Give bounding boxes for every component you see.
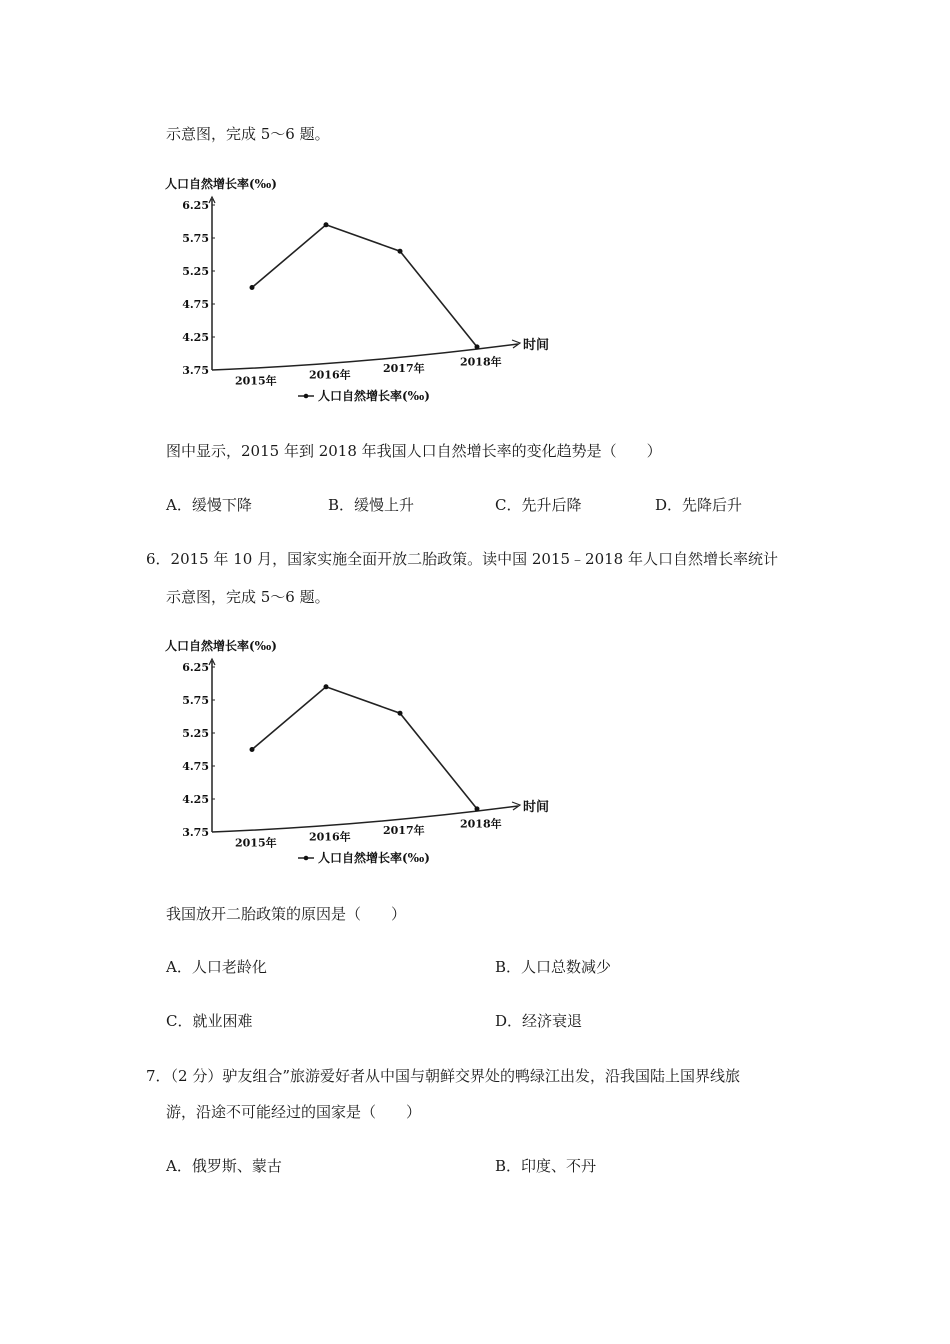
- q6-option-d[interactable]: D．经济衰退: [495, 1012, 583, 1030]
- x-tick-label: 2017年: [383, 824, 425, 838]
- q5-option-b[interactable]: B．缓慢上升: [328, 496, 415, 514]
- x-tick-label: 2018年: [460, 355, 502, 369]
- q6-stem: 我国放开二胎政策的原因是（ ）: [166, 905, 407, 923]
- q6-text-line2: 示意图，完成 5～6 题。: [166, 588, 330, 606]
- q7-text-line2: 游，沿途不可能经过的国家是（ ）: [166, 1103, 422, 1121]
- data-point: [475, 806, 480, 811]
- x-tick-label: 2015年: [235, 836, 277, 850]
- population-growth-chart-2: [160, 632, 580, 872]
- data-point: [324, 222, 329, 227]
- y-tick-label: 5.25: [182, 727, 209, 740]
- y-tick-label: 5.75: [182, 694, 209, 707]
- y-tick-label: 4.25: [182, 793, 209, 806]
- q6-option-a[interactable]: A．人口老龄化: [166, 958, 267, 976]
- x-tick-label: 2017年: [383, 362, 425, 376]
- x-tick-label: 2018年: [460, 817, 502, 831]
- chart-svg: [160, 632, 580, 872]
- y-tick-label: 6.25: [182, 661, 209, 674]
- q6-text-line1: 6．2015 年 10 月，国家实施全面开放二胎政策。读中国 2015﹣2018 年人口自然增长率统计: [146, 550, 778, 568]
- q5-option-d[interactable]: D．先降后升: [655, 496, 743, 514]
- q5-option-c[interactable]: C．先升后降: [495, 496, 582, 514]
- x-axis-label: 时间: [523, 338, 550, 353]
- x-tick-label: 2016年: [309, 830, 351, 844]
- y-tick-label: 6.25: [182, 199, 209, 212]
- x-tick-label: 2016年: [309, 368, 351, 382]
- y-tick-label: 5.25: [182, 265, 209, 278]
- q5-stem: 图中显示，2015 年到 2018 年我国人口自然增长率的变化趋势是（ ）: [166, 442, 662, 460]
- y-tick-label: 5.75: [182, 232, 209, 245]
- intro-text: 示意图，完成 5～6 题。: [166, 125, 330, 143]
- data-point: [250, 285, 255, 290]
- q7-text-line1: 7．（2 分）驴友组合”旅游爱好者从中国与朝鲜交界处的鸭绿江出发，沿我国陆上国界线旅: [146, 1067, 741, 1085]
- legend-label: 人口自然增长率(‰): [318, 389, 430, 403]
- x-tick-label: 2015年: [235, 374, 277, 388]
- chart-svg: [160, 170, 580, 410]
- data-point: [324, 684, 329, 689]
- y-tick-label: 4.75: [182, 760, 209, 773]
- q7-option-b[interactable]: B．印度、不丹: [495, 1157, 597, 1175]
- y-tick-label: 3.75: [182, 826, 209, 839]
- legend-marker: [304, 394, 309, 399]
- data-point: [398, 249, 403, 254]
- data-point: [250, 747, 255, 752]
- q6-option-c[interactable]: C．就业困难: [166, 1012, 253, 1030]
- series-line: [252, 687, 477, 809]
- data-point: [475, 344, 480, 349]
- y-tick-label: 3.75: [182, 364, 209, 377]
- data-point: [398, 711, 403, 716]
- population-growth-chart-1: [160, 170, 580, 410]
- y-axis-label: 人口自然增长率(‰): [165, 639, 277, 653]
- legend-label: 人口自然增长率(‰): [318, 851, 430, 865]
- y-axis-label: 人口自然增长率(‰): [165, 177, 277, 191]
- x-axis-label: 时间: [523, 800, 550, 815]
- q6-option-b[interactable]: B．人口总数减少: [495, 958, 612, 976]
- y-tick-label: 4.25: [182, 331, 209, 344]
- legend-marker: [304, 856, 309, 861]
- q5-option-a[interactable]: A．缓慢下降: [166, 496, 252, 514]
- q7-option-a[interactable]: A．俄罗斯、蒙古: [166, 1157, 282, 1175]
- series-line: [252, 225, 477, 347]
- y-tick-label: 4.75: [182, 298, 209, 311]
